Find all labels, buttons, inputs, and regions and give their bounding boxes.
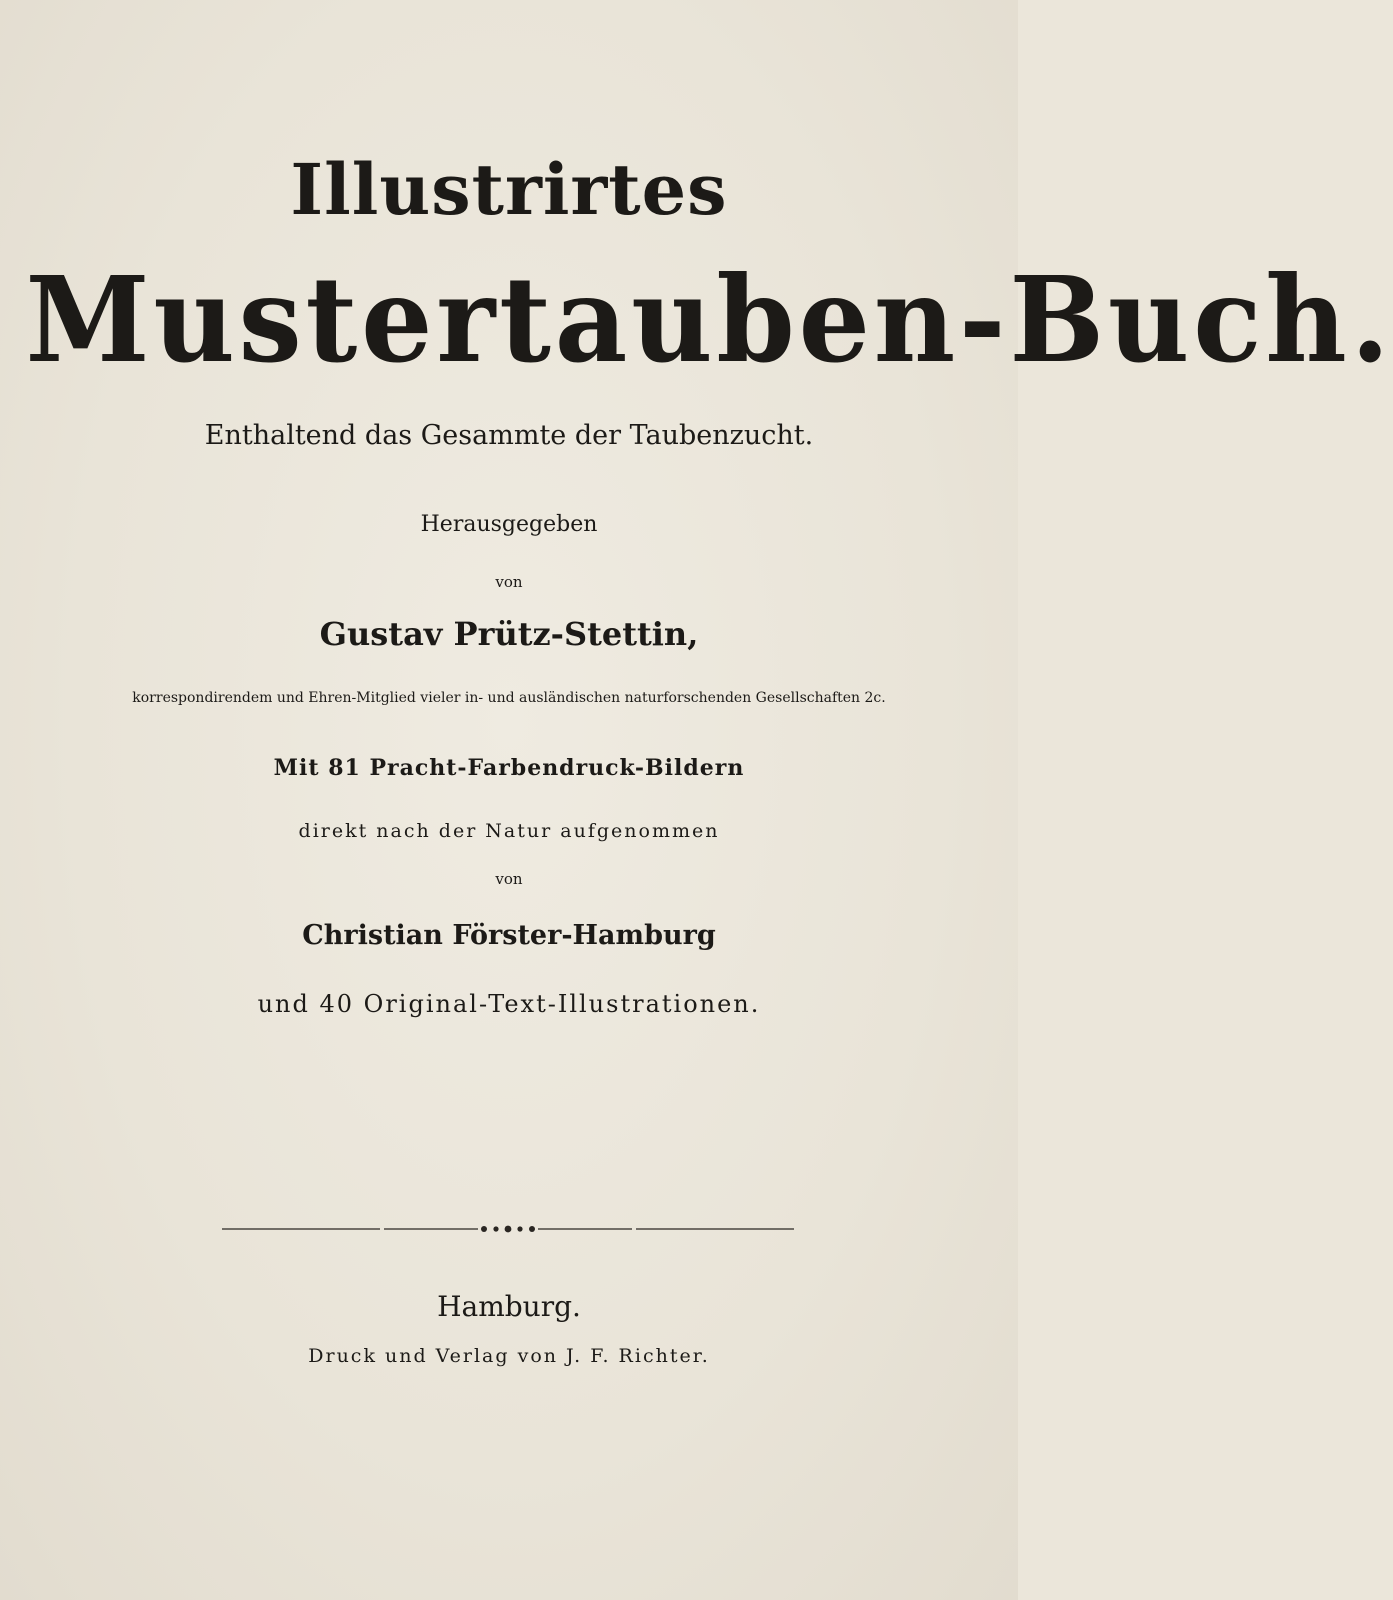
printer-imprint: Druck und Verlag von J. F. Richter.	[308, 1345, 710, 1367]
plates-note: Mit 81 Pracht-Farbendruck-Bildern	[273, 755, 745, 781]
author-description: korrespondirendem und Ehren-Mitglied vieler in- und ausländischen naturforschenden Gesellschaften 2c.	[132, 690, 886, 706]
from-nature-note: direkt nach der Natur aufgenommen	[298, 820, 720, 842]
artist-name: Christian Förster-Hamburg	[302, 920, 716, 951]
edited-by: Herausgegeben	[420, 512, 598, 537]
by-label-1: von	[495, 573, 523, 591]
title-line-1: Illustrirtes	[290, 148, 728, 231]
title-line-2: Mustertauben-Buch.	[25, 250, 1393, 389]
publication-city: Hamburg.	[437, 1290, 581, 1323]
author-name: Gustav Prütz-Stettin,	[319, 615, 699, 653]
ornamental-divider	[222, 1222, 794, 1236]
by-label-2: von	[495, 870, 523, 888]
illustrations-note: und 40 Original-Text-Illustrationen.	[257, 990, 761, 1018]
subtitle: Enthaltend das Gesammte der Taubenzucht.	[204, 420, 814, 451]
